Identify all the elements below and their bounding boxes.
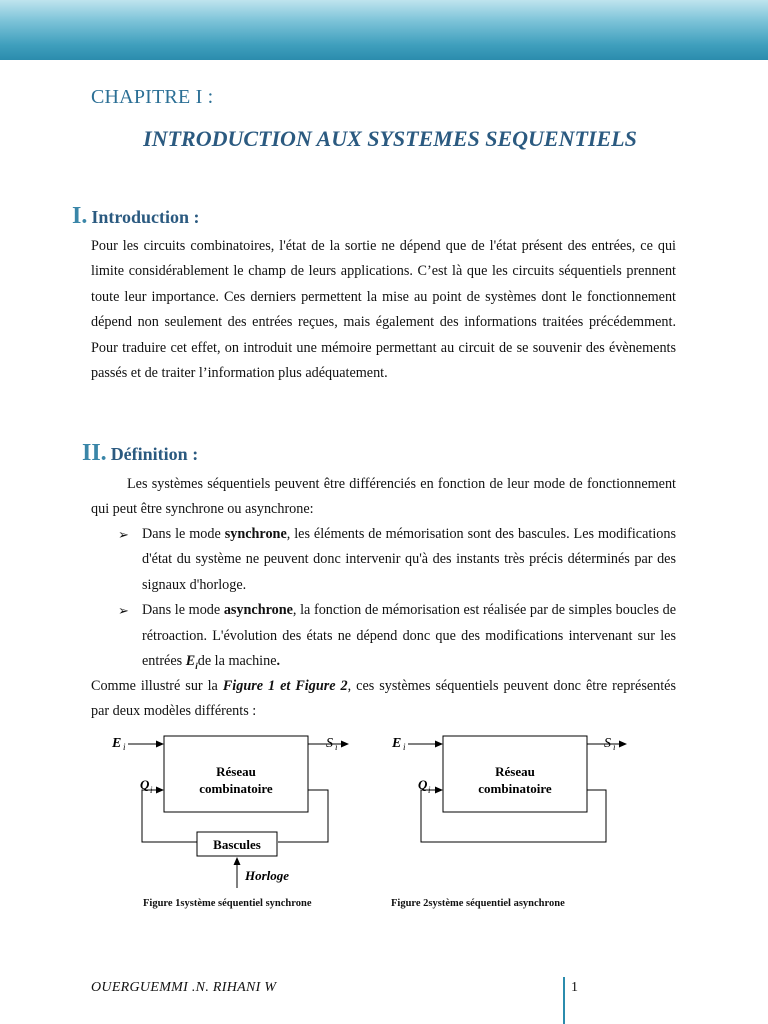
output-sub: i: [335, 742, 338, 752]
input-sub: i: [403, 742, 406, 752]
figure-1-diagram: [108, 730, 368, 895]
state-sub: i: [428, 785, 431, 795]
figures-intro-pre: Comme illustré sur la: [91, 678, 223, 694]
block-label-line1: Réseau: [495, 764, 535, 779]
chapter-label: CHAPITRE I :: [91, 86, 214, 108]
bullet-2-pre: Dans le mode: [142, 602, 224, 619]
input-sub: i: [123, 742, 126, 752]
figure-reference: Figure 1 et Figure 2: [222, 678, 348, 694]
output-label: S: [326, 736, 333, 751]
list-item-synchrone: [118, 522, 676, 598]
section-2-intro: [91, 472, 676, 523]
clock-label: Horloge: [245, 868, 290, 883]
bullet-2-keyword: asynchrone: [223, 602, 293, 619]
section-1-heading: [72, 203, 200, 230]
bullet-2-end: .: [276, 653, 281, 670]
figure-1-caption: Figure 1système séquentiel synchrone: [143, 898, 312, 909]
section-2-number: II.: [82, 440, 107, 466]
section-1-title: Introduction :: [91, 207, 200, 227]
section-2-title: Définition :: [110, 444, 199, 464]
page-number: 1: [571, 980, 578, 995]
mode-list: [118, 522, 676, 679]
footer-divider: [563, 977, 565, 1024]
input-label: E: [112, 736, 122, 751]
figures-intro: [91, 674, 676, 725]
footer-authors: OUERGUEMMI .N. RIHANI W: [91, 980, 277, 995]
bullet-2-var: E: [185, 653, 196, 670]
output-sub: i: [613, 742, 616, 752]
figure-2-diagram: [388, 730, 648, 895]
block-label-line2: combinatoire: [478, 781, 552, 796]
section-1-paragraph: Pour les circuits combinatoires, l'état de la sortie ne dépend que de l'état présent des entrées, ce qui limite considérablement le champ de leurs applications. C’est là que les circuits séquentiels prennent toute leur importance. Ces derniers permettent la mise au point de systèmes dont le fonctionnement dépend non seulement des entrées reçues, mais également des informations traitées précédemment. Pour traduire cet effet, on introduit une mémoire permettant au circuit de se souvenir des évènements passés et de traiter l’information plus adéquatement.: [91, 238, 676, 382]
arrow-bullet-icon: ➢: [118, 527, 129, 542]
bullet-2-sub: i: [195, 660, 198, 671]
feedback-line-out: [278, 790, 328, 842]
section-1-number: I.: [72, 203, 88, 229]
bullet-1-pre: Dans le mode: [142, 526, 225, 542]
chapter-title: INTRODUCTION AUX SYSTEMES SEQUENTIELS: [143, 126, 637, 151]
state-label: Q: [418, 777, 428, 792]
input-label: E: [392, 736, 402, 751]
bullet-1-post: , les éléments de mémorisation sont des bascules. Les modifications d'état du système ne peuvent donc intervenir qu'à des instants très précis déterminés par des signaux d'horloge.: [142, 526, 676, 593]
figure-2-caption: Figure 2système séquentiel asynchrone: [391, 898, 565, 909]
block-label-line1: Réseau: [216, 764, 256, 779]
arrow-bullet-icon: ➢: [118, 603, 129, 619]
block-label-line2: combinatoire: [199, 781, 273, 796]
bullet-2-post: de la machine: [197, 653, 277, 670]
state-label: Q: [140, 777, 150, 792]
section-2-heading: [82, 440, 198, 467]
section-2-intro-text: Les systèmes séquentiels peuvent être différenciés en fonction de leur mode de fonctionnement qui peut être synchrone ou asynchrone:: [91, 476, 676, 518]
list-item-asynchrone: [118, 598, 676, 679]
bascules-label: Bascules: [213, 837, 261, 852]
state-sub: i: [150, 785, 153, 795]
feedback-line-in: [142, 790, 197, 842]
header-banner: [0, 0, 768, 60]
bullet-1-keyword: synchrone: [224, 526, 287, 542]
section-1-body: [91, 234, 676, 386]
output-label: S: [604, 736, 611, 751]
bullet-2-mid: , la fonction de mémorisation est réalisée par de simples boucles de rétroaction. L'évolution des états ne dépend donc que des modifications intervenant sur les entrées: [142, 602, 676, 670]
feedback-loop: [421, 790, 606, 842]
figures-intro-post: , ces systèmes séquentiels peuvent donc être représentés par deux modèles différents :: [91, 678, 676, 720]
figures-intro-text: [91, 674, 676, 725]
